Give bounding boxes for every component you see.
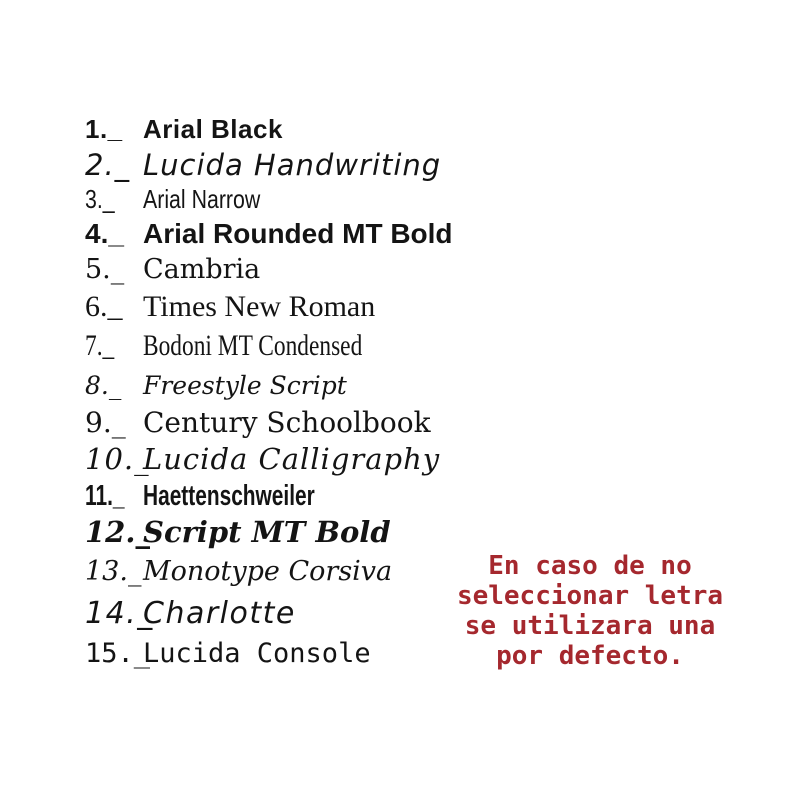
font-item-number: 6._	[85, 290, 123, 323]
font-item-name: Arial Rounded MT Bold	[143, 217, 453, 249]
font-list-item	[85, 479, 453, 513]
font-list-item	[85, 593, 453, 633]
default-font-note-line: se utilizara una	[464, 611, 716, 641]
font-list-item	[85, 288, 453, 326]
font-list-item	[85, 550, 453, 593]
font-item-number: 5._	[85, 254, 125, 285]
font-item-name: Script MT Bold	[143, 514, 391, 549]
font-item-name: Haettenschweiler	[143, 479, 315, 512]
font-item-number: 4._	[85, 217, 124, 249]
default-font-note	[438, 551, 742, 671]
font-list-item	[85, 405, 453, 439]
font-item-name: Lucida Handwriting	[143, 147, 442, 182]
font-item-name: Times New Roman	[143, 290, 376, 323]
font-list-item	[85, 182, 453, 216]
font-item-number: 10._	[85, 442, 150, 476]
default-font-note-line: seleccionar letra	[456, 581, 724, 611]
font-list-item	[85, 216, 453, 251]
font-list-item	[85, 439, 453, 479]
font-item-name: Monotype Corsiva	[143, 556, 393, 587]
font-item-number: 1._	[85, 114, 123, 144]
font-item-name: Arial Black	[143, 114, 283, 144]
font-item-number: 14._	[85, 595, 154, 631]
font-item-number: 8._	[85, 370, 122, 400]
font-list-item	[85, 326, 453, 365]
font-item-name: Arial Narrow	[143, 183, 261, 214]
font-list-item	[85, 251, 453, 288]
font-list-item	[85, 365, 453, 405]
font-item-name: Cambria	[143, 254, 261, 285]
font-item-number: 13._	[85, 556, 142, 587]
font-item-number: 3._	[85, 183, 115, 214]
font-item-number: 9._	[85, 405, 126, 439]
font-item-name: Lucida Calligraphy	[143, 442, 441, 476]
font-item-name: Charlotte	[143, 595, 296, 631]
font-item-name: Bodoni MT Condensed	[143, 328, 363, 362]
font-item-name: Lucida Console	[143, 637, 371, 669]
font-item-number: 15._	[85, 637, 151, 669]
font-list-item	[85, 112, 453, 147]
font-list	[85, 112, 453, 673]
font-list-item	[85, 513, 453, 550]
font-list-item	[85, 147, 453, 182]
font-item-number: 2._	[85, 147, 131, 182]
font-item-number: 7._	[85, 328, 115, 362]
default-font-note-line: por defecto.	[496, 641, 684, 671]
default-font-note-line: En caso de no	[488, 551, 692, 581]
font-item-name: Century Schoolbook	[143, 405, 431, 439]
font-item-number: 12._	[85, 514, 150, 549]
font-item-number: 11._	[85, 479, 125, 512]
font-list-item	[85, 633, 453, 673]
font-item-name: Freestyle Script	[143, 370, 347, 400]
